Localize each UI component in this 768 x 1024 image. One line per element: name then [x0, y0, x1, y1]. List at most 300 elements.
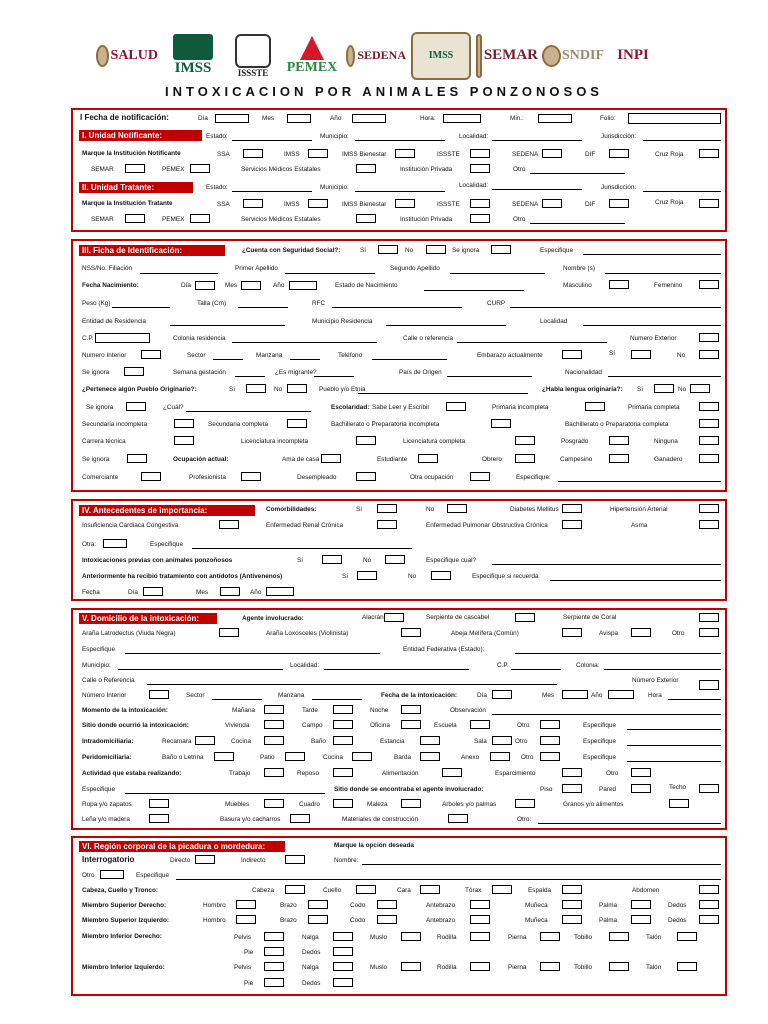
oficina-check[interactable] — [401, 720, 421, 729]
avispa-check[interactable] — [631, 628, 651, 637]
imss-t-label: IMSS — [284, 201, 300, 208]
issste-check[interactable] — [470, 149, 490, 158]
peri-especifique-field[interactable] — [627, 761, 721, 762]
mid-dedos-check[interactable] — [333, 947, 353, 956]
erc-check[interactable] — [377, 520, 397, 529]
comorb-especifique-field[interactable] — [192, 548, 412, 549]
pueblo-etnia-field[interactable] — [358, 393, 528, 394]
manana-check[interactable] — [264, 705, 284, 714]
telefono-field[interactable] — [372, 359, 447, 360]
basura-label: Basura y/o cacharros — [220, 816, 281, 823]
licenciatura-incompleta-label: Licenciatura incompleta — [241, 438, 309, 445]
bachillerato-incompleto-check[interactable] — [491, 419, 511, 428]
region-especifique-field[interactable] — [176, 879, 721, 880]
issste-t-label: ISSSTE — [437, 201, 460, 208]
institucion-privada-check[interactable] — [470, 164, 490, 173]
colonia-residencia-field[interactable] — [232, 342, 377, 343]
ama-casa-check[interactable] — [321, 454, 341, 463]
fn-mes-field[interactable] — [241, 281, 261, 290]
anio-field[interactable] — [352, 114, 386, 123]
dom-municipio-field[interactable] — [118, 669, 283, 670]
diabetes-check[interactable] — [562, 504, 582, 513]
ssa-check[interactable] — [243, 149, 263, 158]
sedena-t-check[interactable] — [542, 199, 562, 208]
sitio-especifique-field[interactable] — [627, 729, 721, 730]
msd-brazo-check[interactable] — [308, 900, 328, 909]
escuela-check[interactable] — [470, 720, 490, 729]
icc-label: Insuficiencia Cardiaca Congestiva — [82, 522, 179, 529]
msi-antebrazo-check[interactable] — [470, 915, 490, 924]
numero-exterior-field[interactable] — [699, 333, 719, 342]
dom-cp-field[interactable] — [511, 669, 561, 670]
entidad-residencia-label: Entidad de Residencia — [82, 318, 146, 325]
intox-si-label: Sí — [297, 557, 304, 564]
mii-pierna-check[interactable] — [540, 962, 560, 971]
imss-bienestar-t-check[interactable] — [395, 199, 415, 208]
cabeza-label: Cabeza — [252, 887, 275, 894]
emb-ignora-check[interactable] — [124, 367, 144, 376]
loxosceles-check[interactable] — [401, 628, 421, 637]
antid-dia-field[interactable] — [143, 587, 163, 596]
esparcimiento-check[interactable] — [562, 768, 582, 777]
peso-field[interactable] — [112, 307, 170, 308]
campo-check[interactable] — [333, 720, 353, 729]
dif-t-check[interactable] — [609, 199, 629, 208]
ss-ignora-check[interactable] — [491, 245, 511, 254]
msi-dedos-check[interactable] — [699, 915, 719, 924]
semar-t-label: SEMAR — [91, 216, 114, 223]
localidad-tratante-field[interactable] — [492, 189, 582, 190]
lena-check[interactable] — [149, 814, 169, 823]
otra-comorb-check[interactable] — [103, 539, 127, 548]
antid-si-label: Sí — [342, 573, 349, 580]
msd-muneca-check[interactable] — [562, 900, 582, 909]
materiales-check[interactable] — [448, 814, 468, 823]
intox-no-check[interactable] — [385, 555, 405, 564]
bachillerato-completo-check[interactable] — [699, 419, 719, 428]
ninguna-check[interactable] — [699, 436, 719, 445]
licenciatura-completa-check[interactable] — [515, 436, 535, 445]
embarazo-no-check[interactable] — [699, 350, 719, 359]
tarde-check[interactable] — [333, 705, 353, 714]
nombre-field[interactable] — [605, 273, 721, 274]
cuadro-check[interactable] — [333, 799, 353, 808]
dia-field[interactable] — [215, 114, 249, 123]
comerciante-check[interactable] — [141, 472, 161, 481]
piso-check[interactable] — [562, 784, 582, 793]
coral-check[interactable] — [699, 613, 719, 622]
imss-bienestar-label: IMSS Bienestar — [342, 151, 387, 158]
msi-hombro-check[interactable] — [236, 915, 256, 924]
marque-opcion-label: Marque la opción deseada — [334, 842, 414, 849]
secundaria-incompleta-check[interactable] — [174, 419, 194, 428]
msd-codo-check[interactable] — [377, 900, 397, 909]
sedena-label: SEDENA — [512, 151, 539, 158]
femenino-check[interactable] — [699, 280, 719, 289]
intra-cocina-check[interactable] — [264, 736, 284, 745]
ss-ignora-label: Se ignora — [452, 247, 480, 254]
mii-talon-check[interactable] — [677, 962, 697, 971]
dom-manzana-field[interactable] — [312, 699, 362, 700]
sitio-agente-label: Sitio donde se encontraba el agente involucrado: — [334, 786, 484, 793]
folio-field[interactable] — [628, 113, 721, 124]
msd-dedos-check[interactable] — [699, 900, 719, 909]
antid-no-label: No — [408, 573, 417, 580]
servicios-estatales-check[interactable] — [356, 164, 376, 173]
pemex-logo: PEMEX — [282, 31, 342, 81]
identificacion-header: III. Ficha de Identificación: — [79, 245, 225, 256]
region-otro-check[interactable] — [100, 870, 124, 879]
estado-field[interactable] — [232, 140, 312, 141]
msd-muneca-label: Muñeca — [525, 902, 548, 909]
ss-si-check[interactable] — [378, 245, 398, 254]
intra-especifique-field[interactable] — [627, 745, 721, 746]
mii-rodilla-check[interactable] — [470, 962, 490, 971]
intra-otro-check[interactable] — [540, 736, 560, 745]
dom-municipio-label: Municipio: — [82, 662, 111, 669]
indirecto-label: Indirecto — [241, 857, 266, 864]
directo-check[interactable] — [195, 855, 215, 864]
comorb-si-check[interactable] — [377, 504, 397, 513]
entidad-residencia-field[interactable] — [170, 325, 285, 326]
barda-check[interactable] — [420, 752, 440, 761]
lengua-no-check[interactable] — [690, 384, 710, 393]
fn-anio-field[interactable] — [289, 281, 317, 290]
cascabel-check[interactable] — [515, 613, 535, 622]
dia-label: Día — [198, 115, 208, 122]
msd-antebrazo-check[interactable] — [470, 900, 490, 909]
region-header: VI. Región corporal de la picadura o mordedura: — [79, 841, 285, 852]
msi-hombro-label: Hombro — [203, 917, 226, 924]
mid-muslo-check[interactable] — [401, 932, 421, 941]
sabe-leer-check[interactable] — [446, 402, 466, 411]
imss-bienestar-check[interactable] — [395, 149, 415, 158]
manzana-field[interactable] — [290, 359, 320, 360]
otro-field[interactable] — [530, 173, 625, 174]
hipertension-check[interactable] — [699, 504, 719, 513]
numero-interior-field[interactable] — [141, 350, 161, 359]
estancia-check[interactable] — [420, 736, 440, 745]
pueblo-etnia-label: Pueblo y/o Etnia — [319, 386, 366, 393]
institucion-privada-t-check[interactable] — [470, 214, 490, 223]
localidad-residencia-field[interactable] — [583, 325, 721, 326]
mii-tobillo-check[interactable] — [609, 962, 629, 971]
inpi-logo: INPI — [617, 47, 649, 63]
tarde-label: Tarde — [302, 707, 318, 714]
fn-dia-field[interactable] — [195, 281, 215, 290]
msd-hombro-check[interactable] — [236, 900, 256, 909]
sedena-check[interactable] — [542, 149, 562, 158]
ssa-t-check[interactable] — [243, 199, 263, 208]
mid-nalga-check[interactable] — [333, 932, 353, 941]
peri-cocina-check[interactable] — [352, 752, 372, 761]
sitio-agente-otro-field[interactable] — [538, 823, 721, 824]
ss-no-check[interactable] — [426, 245, 446, 254]
min-field[interactable] — [538, 114, 572, 123]
nacionalidad-field[interactable] — [608, 376, 721, 377]
embarazo-si-check[interactable] — [631, 350, 651, 359]
ama-casa-label: Ama de casa — [282, 456, 320, 463]
msd-antebrazo-label: Antebrazo — [426, 902, 456, 909]
dif-check[interactable] — [609, 149, 629, 158]
sala-check[interactable] — [492, 736, 512, 745]
torax-check[interactable] — [492, 885, 512, 894]
fi-anio-field[interactable] — [608, 690, 634, 699]
asma-check[interactable] — [699, 520, 719, 529]
ropa-check[interactable] — [149, 799, 169, 808]
letrina-check[interactable] — [214, 752, 234, 761]
dom-colonia-field[interactable] — [604, 669, 721, 670]
muebles-check[interactable] — [264, 799, 284, 808]
mii-nalga-check[interactable] — [333, 962, 353, 971]
jurisdiccion-tratante-field[interactable] — [643, 191, 721, 192]
migrante-field[interactable] — [314, 376, 354, 377]
trabajo-check[interactable] — [264, 768, 284, 777]
cp-field[interactable] — [95, 333, 150, 343]
mii-dedos-check[interactable] — [333, 978, 353, 987]
patio-check[interactable] — [285, 752, 305, 761]
mii-pelvis-check[interactable] — [264, 962, 284, 971]
otro-t-field[interactable] — [530, 223, 625, 224]
mid-tobillo-check[interactable] — [609, 932, 629, 941]
mii-pie-check[interactable] — [264, 978, 284, 987]
cara-check[interactable] — [420, 885, 440, 894]
pais-origen-label: País de Origen — [399, 369, 442, 376]
pueblo-no-check[interactable] — [287, 384, 307, 393]
profesionista-check[interactable] — [241, 472, 261, 481]
cual-lengua-field[interactable] — [186, 411, 311, 412]
msd-palma-check[interactable] — [631, 900, 651, 909]
lengua-si-check[interactable] — [654, 384, 674, 393]
observacion-field[interactable] — [492, 714, 721, 715]
otra-ocupacion-label: Otra ocupación — [410, 474, 454, 481]
dom-nint-field[interactable] — [149, 690, 169, 699]
dom-next-field[interactable] — [699, 680, 719, 690]
issste-t-check[interactable] — [470, 199, 490, 208]
masculino-check[interactable] — [609, 280, 629, 289]
mid-pierna-check[interactable] — [540, 932, 560, 941]
icc-check[interactable] — [219, 520, 239, 529]
ganadero-check[interactable] — [699, 454, 719, 463]
imss-t-check[interactable] — [308, 199, 328, 208]
cruz-roja-t-check[interactable] — [699, 199, 719, 208]
dom-localidad-field[interactable] — [324, 669, 469, 670]
escolaridad-ignora-check[interactable] — [127, 454, 147, 463]
abdomen-check[interactable] — [699, 885, 719, 894]
carrera-tecnica-check[interactable] — [174, 436, 194, 445]
alimentacion-check[interactable] — [442, 768, 462, 777]
mid-talon-check[interactable] — [677, 932, 697, 941]
erc-label: Enfermedad Renal Crónica — [266, 522, 344, 529]
msi-palma-check[interactable] — [631, 915, 651, 924]
maleza-check[interactable] — [401, 799, 421, 808]
manana-label: Mañana — [232, 707, 256, 714]
desempleado-check[interactable] — [356, 472, 376, 481]
materiales-label: Materiales de construcción — [342, 816, 419, 823]
abeja-check[interactable] — [562, 628, 582, 637]
noche-check[interactable] — [401, 705, 421, 714]
recamara-check[interactable] — [195, 736, 215, 745]
reposo-check[interactable] — [333, 768, 353, 777]
comorb-no-check[interactable] — [447, 504, 467, 513]
vivienda-check[interactable] — [264, 720, 284, 729]
estado-tratante-field[interactable] — [232, 191, 312, 192]
antid-recuerda-field[interactable] — [550, 580, 721, 581]
primer-apellido-field[interactable] — [285, 273, 375, 274]
otra-ocupacion-check[interactable] — [470, 472, 490, 481]
antid-anio-label: Año — [250, 589, 262, 596]
sector-field[interactable] — [213, 359, 243, 360]
cabeza-check[interactable] — [285, 885, 305, 894]
lengua-ignora-check[interactable] — [126, 402, 146, 411]
mid-rodilla-check[interactable] — [470, 932, 490, 941]
actividad-otro-check[interactable] — [631, 768, 651, 777]
techo-check[interactable] — [699, 784, 719, 793]
mii-tobillo-label: Tobillo — [574, 964, 593, 971]
mii-dedos-label: Dedos — [302, 980, 321, 987]
agente-otro-check[interactable] — [699, 628, 719, 637]
segundo-apellido-label: Segundo Apellido — [390, 265, 440, 272]
pemex-t-label: PEMEX — [162, 216, 185, 223]
municipio-field[interactable] — [355, 140, 445, 141]
seguridad-social-label: ¿Cuenta con Seguridad Social?: — [242, 247, 341, 254]
municipio-tratante-label: Municipio: — [320, 184, 349, 191]
indirecto-check[interactable] — [285, 855, 305, 864]
primer-apellido-label: Primer Apellido — [235, 265, 278, 272]
pemex-check[interactable] — [190, 164, 210, 173]
ss-especifique-field[interactable] — [583, 254, 721, 255]
antid-si-check[interactable] — [357, 571, 377, 580]
antid-mes-field[interactable] — [220, 587, 240, 596]
mid-pie-check[interactable] — [264, 947, 284, 956]
talla-label: Talla (Cm) — [197, 300, 227, 307]
localidad-field[interactable] — [492, 140, 582, 141]
mid-talon-label: Talón — [646, 934, 662, 941]
muebles-label: Muebles — [225, 801, 250, 808]
estudiante-check[interactable] — [418, 454, 438, 463]
municipio-tratante-field[interactable] — [355, 191, 445, 192]
municipio-residencia-label: Municipio Residencia — [312, 318, 373, 325]
obrero-check[interactable] — [515, 454, 535, 463]
pueblo-si-check[interactable] — [246, 384, 266, 393]
cuello-check[interactable] — [356, 885, 376, 894]
epoc-check[interactable] — [562, 520, 582, 529]
intox-cual-field[interactable] — [492, 564, 721, 565]
agente-label: Agente involucrado: — [242, 615, 304, 622]
mes-field[interactable] — [287, 114, 311, 123]
entidad-federativa-field[interactable] — [515, 653, 721, 654]
peri-cocina-label: Cocina — [323, 754, 343, 761]
imss-bienestar-logo: IMSS — [410, 31, 472, 81]
anexo-check[interactable] — [490, 752, 510, 761]
nss-field[interactable] — [140, 273, 218, 274]
fi-hora-field[interactable] — [668, 699, 721, 700]
granos-check[interactable] — [669, 799, 689, 808]
curp-field[interactable] — [510, 307, 721, 308]
informante-nombre-field[interactable] — [362, 864, 721, 865]
sitio-otro-check[interactable] — [540, 720, 560, 729]
alacran-check[interactable] — [384, 613, 404, 622]
peri-otro-check[interactable] — [540, 752, 560, 761]
primaria-incompleta-check[interactable] — [585, 402, 605, 411]
agente-especifique-field[interactable] — [125, 653, 380, 654]
agente-otro-label: Otro — [672, 630, 685, 637]
msi-brazo-check[interactable] — [308, 915, 328, 924]
estancia-label: Estancia — [380, 738, 405, 745]
hora-field[interactable] — [443, 114, 481, 123]
comorb-especifique-label: Especifique — [150, 541, 184, 548]
semana-gestacion-field[interactable] — [235, 376, 265, 377]
dom-sector-field[interactable] — [212, 699, 262, 700]
posgrado-check[interactable] — [609, 436, 629, 445]
fi-mes-field[interactable] — [562, 690, 588, 699]
jurisdiccion-field[interactable] — [643, 140, 721, 141]
fn-dia-label: Día — [181, 282, 191, 289]
rfc-field[interactable] — [332, 307, 462, 308]
msi-muneca-check[interactable] — [562, 915, 582, 924]
semar-t-check[interactable] — [125, 214, 145, 223]
semana-gestacion-label: Semana gestación — [173, 369, 226, 376]
ocupacion-especifique-field[interactable] — [558, 481, 721, 482]
municipio-residencia-field[interactable] — [386, 325, 506, 326]
calle-field[interactable] — [457, 342, 607, 343]
intox-si-check[interactable] — [322, 555, 342, 564]
estado-nacimiento-field[interactable] — [424, 290, 524, 291]
arboles-check[interactable] — [515, 799, 535, 808]
campesino-check[interactable] — [609, 454, 629, 463]
ss-si-label: Sí — [360, 247, 367, 254]
pared-check[interactable] — [631, 784, 651, 793]
semar-check[interactable] — [125, 164, 145, 173]
primaria-completa-check[interactable] — [699, 402, 719, 411]
antid-anio-field[interactable] — [266, 587, 294, 596]
fecha-notificacion-label: I Fecha de notificación: — [80, 113, 169, 122]
logo-bar — [96, 28, 686, 83]
secundaria-completa-check[interactable] — [287, 419, 307, 428]
licenciatura-incompleta-check[interactable] — [356, 436, 376, 445]
mii-muslo-check[interactable] — [401, 962, 421, 971]
embarazo-field[interactable] — [562, 350, 582, 359]
sector-label: Sector — [187, 352, 206, 359]
fi-dia-field[interactable] — [492, 690, 512, 699]
pemex-t-check[interactable] — [190, 214, 210, 223]
escolaridad-ignora-label: Se ignora — [82, 456, 110, 463]
avispa-label: Avispa — [599, 630, 619, 637]
latrodectus-check[interactable] — [219, 628, 239, 637]
msd-brazo-label: Brazo — [280, 902, 297, 909]
mid-pelvis-check[interactable] — [264, 932, 284, 941]
cruz-roja-check[interactable] — [699, 149, 719, 158]
imss-check[interactable] — [308, 149, 328, 158]
talla-field[interactable] — [238, 307, 288, 308]
dom-colonia-label: Colonia: — [576, 662, 600, 669]
pais-origen-field[interactable] — [447, 376, 532, 377]
dom-calle-field[interactable] — [147, 684, 557, 685]
barda-label: Barda — [394, 754, 412, 761]
folio-label: Folio: — [600, 115, 616, 122]
espalda-check[interactable] — [562, 885, 582, 894]
actividad-especifique-field[interactable] — [125, 793, 325, 794]
servicios-estatales-t-check[interactable] — [356, 214, 376, 223]
basura-check[interactable] — [290, 814, 310, 823]
antid-no-check[interactable] — [431, 571, 451, 580]
vivienda-label: Vivienda — [225, 722, 250, 729]
unidad-tratante-header: II. Unidad Tratante: — [79, 182, 193, 193]
intra-bano-check[interactable] — [333, 736, 353, 745]
fn-mes-label: Mes — [225, 282, 238, 289]
msi-codo-check[interactable] — [377, 915, 397, 924]
segundo-apellido-field[interactable] — [450, 273, 545, 274]
